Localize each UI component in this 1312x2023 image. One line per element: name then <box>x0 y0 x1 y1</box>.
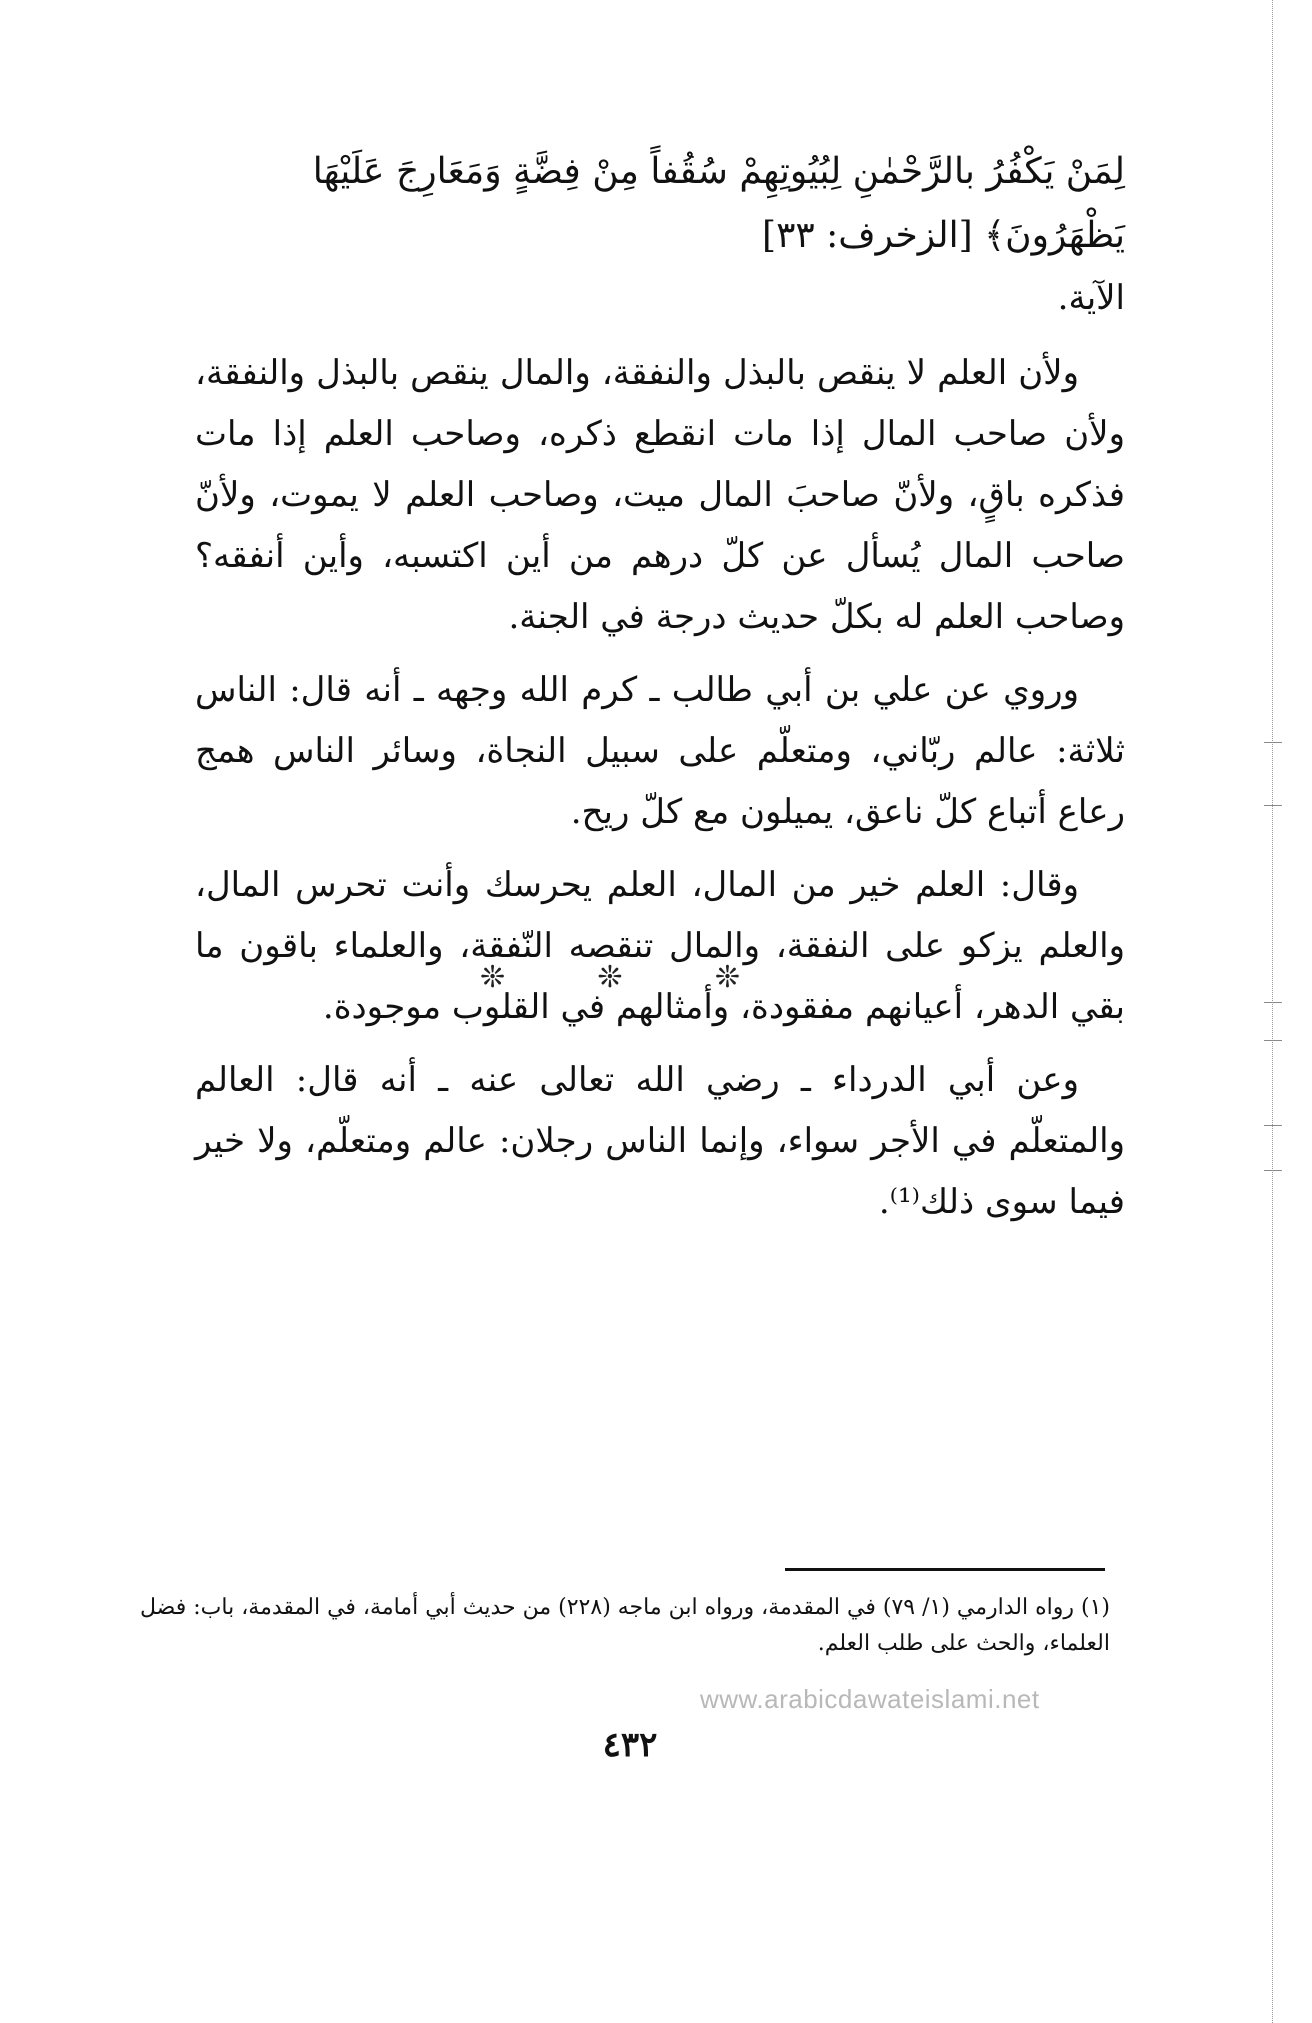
website-watermark: www.arabicdawateislami.net <box>700 1684 1040 1714</box>
paragraph-ali-saying: وقال: العلم خير من المال، العلم يحرسك وأنت تحرس المال، والعلم يزكو على النفقة، والمال تنقصه النّفقة، والعلماء باقون ما بقي الدهر، أعيانهم مفقودة، وأمثالهم في القلوب موجودة. <box>195 865 1125 1027</box>
main-text <box>195 140 1125 1245</box>
scan-edge-tick <box>1264 1002 1282 1003</box>
verse-continuation: الآية. <box>1057 278 1125 318</box>
paragraph-knowledge-vs-wealth: ولأن العلم لا ينقص بالبذل والنفقة، والمال ينقص بالبذل والنفقة، ولأن صاحب المال إذا مات انقطع ذكره، وصاحب العلم إذا مات فذكره باقٍ، ولأنّ صاحبَ المال ميت، وصاحب العلم لا يموت، ولأنّ صاحب المال يُسأل عن كلّ درهم من أين اكتسبه، وأين أنفقه؟ وصاحب العلم له بكلّ حديث درجة في الجنة. <box>195 353 1125 637</box>
quran-verse: لِمَنْ يَكْفُرُ بالرَّحْمٰنِ لِبُيُوتِهِمْ سُقُفاً مِنْ فِضَّةٍ وَمَعَارِجَ عَلَيْهَا يَظْهَرُونَ﴾ [الزخرف: ٣٣] <box>312 151 1125 256</box>
footnote-divider <box>785 1568 1105 1571</box>
scan-edge-tick <box>1264 1040 1282 1041</box>
star-ornament: ❊ <box>597 960 623 995</box>
star-ornament: ❊ <box>480 960 506 995</box>
page-number: ٤٣٢ <box>602 1725 658 1765</box>
footnote <box>140 1590 1110 1662</box>
paragraph-abu-darda: وعن أبي الدرداء ـ رضي الله تعالى عنه ـ أنه قال: العالم والمتعلّم في الأجر سواء، وإنما الناس رجلان: عالم ومتعلّم، ولا خير فيما سوى ذلك⁽¹⁾. <box>195 1060 1125 1222</box>
scan-edge-tick <box>1264 805 1282 806</box>
section-separator <box>480 960 740 995</box>
scan-edge-tick <box>1264 742 1282 743</box>
star-ornament: ❊ <box>714 960 740 995</box>
paragraph-ali-narration: وروي عن علي بن أبي طالب ـ كرم الله وجهه ـ أنه قال: الناس ثلاثة: عالم ربّاني، ومتعلّم على سبيل النجاة، وسائر الناس همج رعاع أتباع كلّ ناعق، يميلون مع كلّ ريح. <box>195 670 1125 832</box>
footnote-text: (١) رواه الدارمي (١/ ٧٩) في المقدمة، ورواه ابن ماجه (٢٢٨) من حديث أبي أمامة، في المقدمة، باب: فضل العلماء، والحث على طلب العلم. <box>140 1595 1110 1656</box>
scan-edge-line <box>1272 0 1273 2023</box>
scan-edge-tick <box>1264 1125 1282 1126</box>
scan-edge-tick <box>1264 1170 1282 1171</box>
